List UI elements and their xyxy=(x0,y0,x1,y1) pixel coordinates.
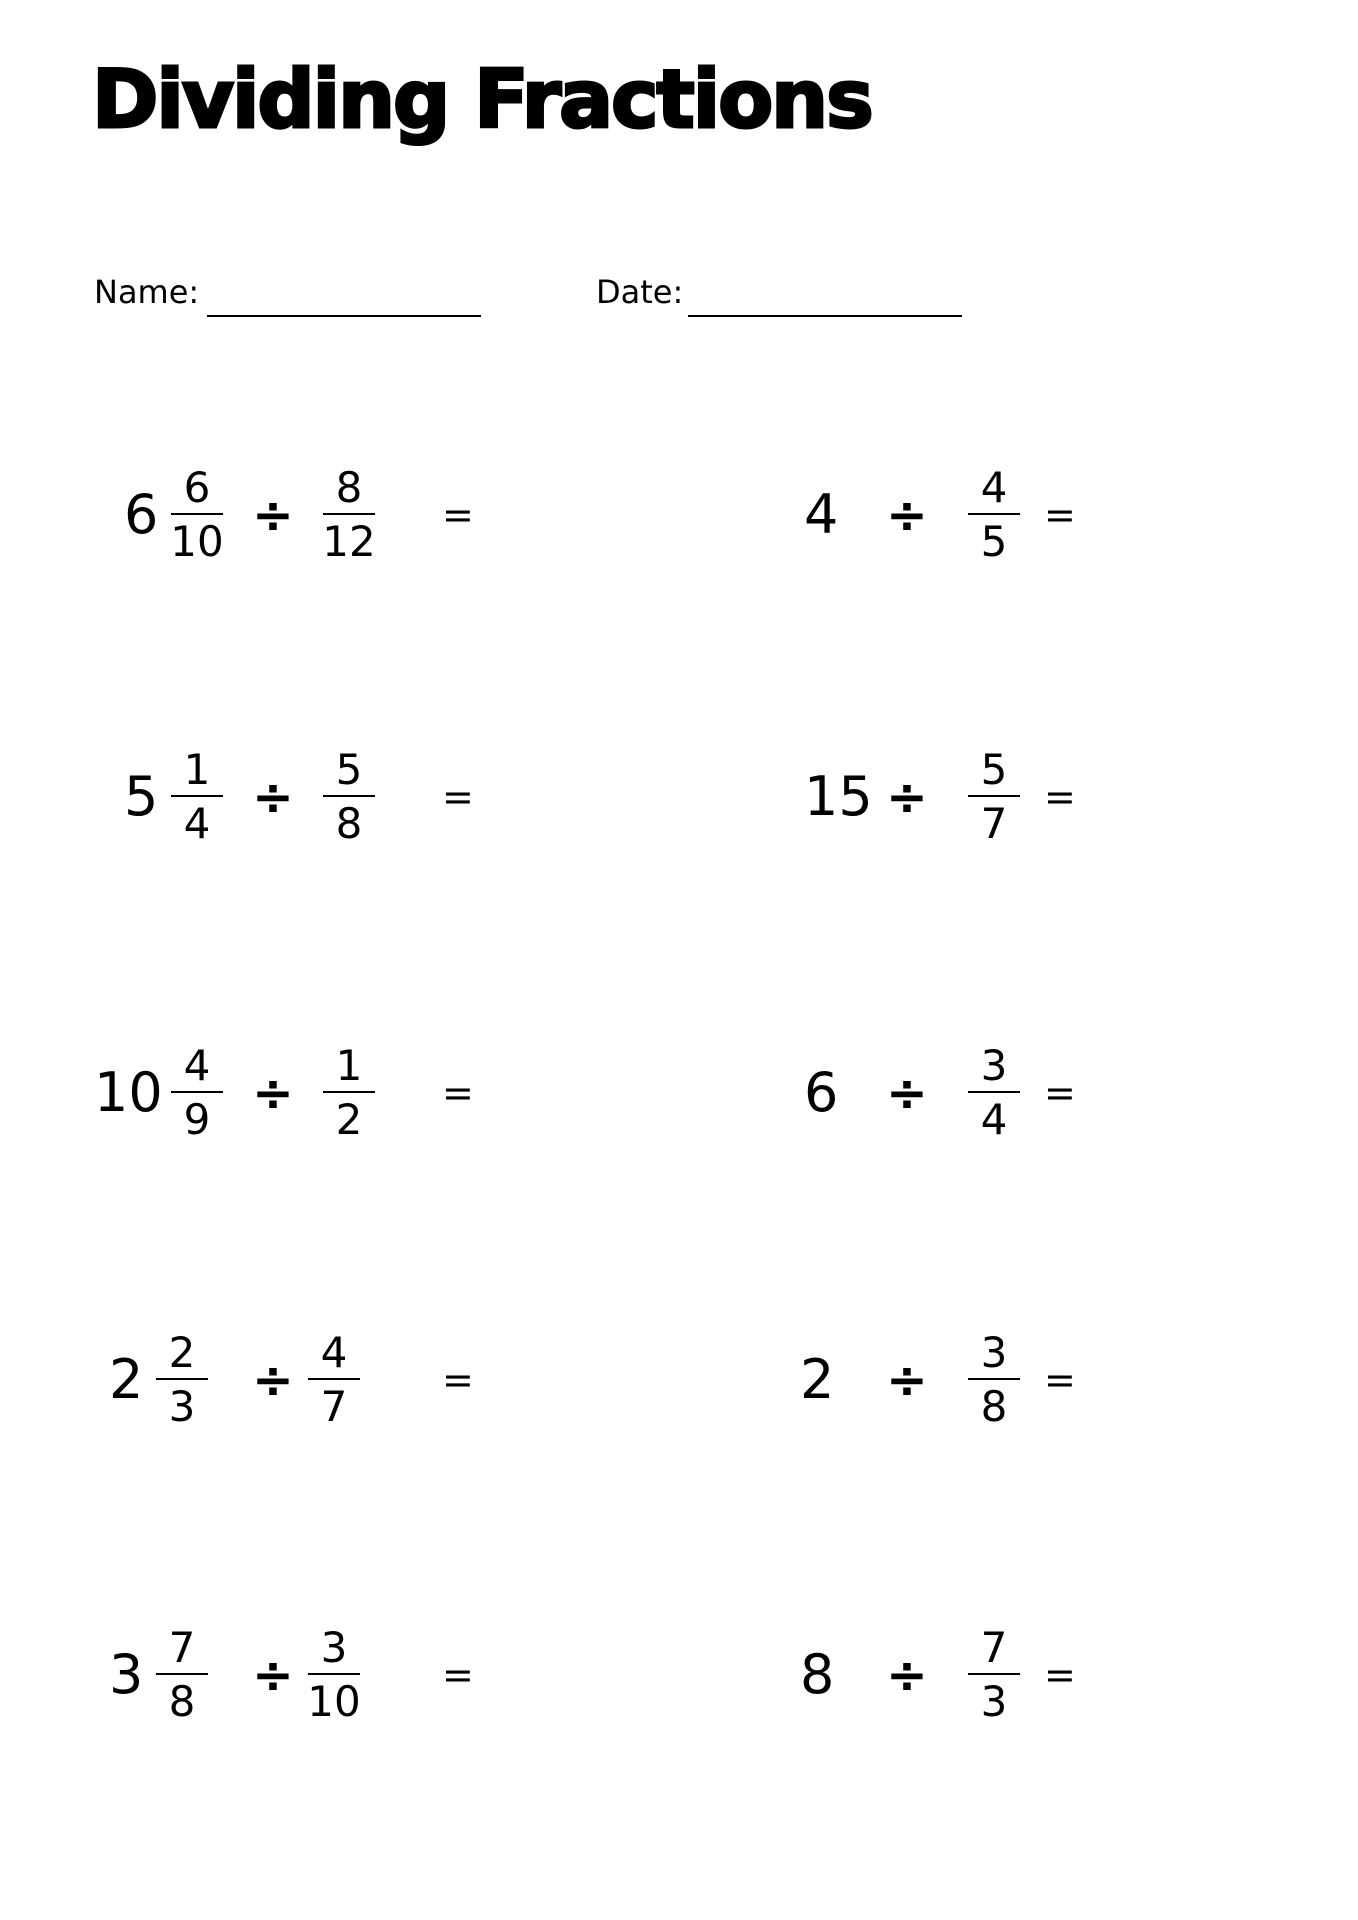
denominator: 4 xyxy=(980,1095,1008,1144)
problem-left-4 xyxy=(90,1320,650,1440)
problem-left-3 xyxy=(90,1033,650,1153)
fraction-1 xyxy=(169,455,225,575)
equals-sign: = xyxy=(442,1071,474,1115)
numerator: 4 xyxy=(183,1041,211,1090)
fraction xyxy=(966,1033,1022,1153)
numerator: 7 xyxy=(980,1623,1008,1672)
fraction-2 xyxy=(306,1320,362,1440)
denominator: 9 xyxy=(183,1095,211,1144)
divide-icon: ÷ xyxy=(252,768,294,826)
numerator: 1 xyxy=(183,745,211,794)
fraction xyxy=(966,1615,1022,1735)
whole-number: 3 xyxy=(109,1643,144,1706)
whole-number: 4 xyxy=(804,483,839,546)
numerator: 3 xyxy=(320,1623,348,1672)
denominator: 12 xyxy=(322,517,376,566)
problem-right-3 xyxy=(790,1033,1350,1153)
fraction-2 xyxy=(321,455,377,575)
denominator: 8 xyxy=(168,1677,196,1726)
numerator: 3 xyxy=(980,1041,1008,1090)
equals-sign: = xyxy=(442,1653,474,1697)
denominator: 10 xyxy=(170,517,224,566)
divide-icon: ÷ xyxy=(886,1646,928,1704)
denominator: 10 xyxy=(307,1677,361,1726)
numerator: 5 xyxy=(980,745,1008,794)
divide-icon: ÷ xyxy=(886,1351,928,1409)
fraction-2 xyxy=(321,1033,377,1153)
whole-number: 10 xyxy=(94,1061,163,1124)
fraction-2 xyxy=(321,737,377,857)
fraction xyxy=(966,1320,1022,1440)
denominator: 5 xyxy=(980,517,1008,566)
denominator: 3 xyxy=(980,1677,1008,1726)
equals-sign: = xyxy=(442,775,474,819)
fraction xyxy=(966,455,1022,575)
numerator: 7 xyxy=(168,1623,196,1672)
equals-sign: = xyxy=(442,493,474,537)
equals-sign: = xyxy=(1044,1071,1076,1115)
numerator: 6 xyxy=(183,463,211,512)
problem-right-5 xyxy=(790,1615,1350,1735)
whole-number: 6 xyxy=(124,483,159,546)
fraction-1 xyxy=(154,1320,210,1440)
equals-sign: = xyxy=(442,1358,474,1402)
date-label: Date: xyxy=(596,273,684,311)
fraction-1 xyxy=(169,737,225,857)
problem-left-2 xyxy=(90,737,650,857)
problem-left-5 xyxy=(90,1615,650,1735)
equals-sign: = xyxy=(1044,1653,1076,1697)
fraction-1 xyxy=(154,1615,210,1735)
denominator: 8 xyxy=(335,799,363,848)
numerator: 3 xyxy=(980,1328,1008,1377)
numerator: 1 xyxy=(335,1041,363,1090)
denominator: 2 xyxy=(335,1095,363,1144)
denominator: 7 xyxy=(980,799,1008,848)
numerator: 2 xyxy=(168,1328,196,1377)
divide-icon: ÷ xyxy=(886,768,928,826)
whole-number: 15 xyxy=(804,765,873,828)
fraction xyxy=(966,737,1022,857)
divide-icon: ÷ xyxy=(252,1351,294,1409)
date-field[interactable] xyxy=(688,315,962,317)
name-field[interactable] xyxy=(207,315,481,317)
denominator: 7 xyxy=(320,1382,348,1431)
denominator: 4 xyxy=(183,799,211,848)
equals-sign: = xyxy=(1044,493,1076,537)
equals-sign: = xyxy=(1044,1358,1076,1402)
name-label: Name: xyxy=(94,273,200,311)
page-title: Dividing Fractions xyxy=(92,53,872,146)
numerator: 8 xyxy=(335,463,363,512)
problem-right-2 xyxy=(790,737,1350,857)
denominator: 8 xyxy=(980,1382,1008,1431)
whole-number: 2 xyxy=(800,1348,835,1411)
denominator: 3 xyxy=(168,1382,196,1431)
divide-icon: ÷ xyxy=(252,486,294,544)
fraction-1 xyxy=(169,1033,225,1153)
numerator: 4 xyxy=(980,463,1008,512)
divide-icon: ÷ xyxy=(252,1646,294,1704)
whole-number: 8 xyxy=(800,1643,835,1706)
whole-number: 6 xyxy=(804,1061,839,1124)
numerator: 4 xyxy=(320,1328,348,1377)
problem-left-1 xyxy=(90,455,650,575)
divide-icon: ÷ xyxy=(886,1064,928,1122)
fraction-2 xyxy=(306,1615,362,1735)
divide-icon: ÷ xyxy=(886,486,928,544)
problem-right-1 xyxy=(790,455,1350,575)
whole-number: 2 xyxy=(109,1348,144,1411)
divide-icon: ÷ xyxy=(252,1064,294,1122)
whole-number: 5 xyxy=(124,765,159,828)
equals-sign: = xyxy=(1044,775,1076,819)
problem-right-4 xyxy=(790,1320,1350,1440)
numerator: 5 xyxy=(335,745,363,794)
